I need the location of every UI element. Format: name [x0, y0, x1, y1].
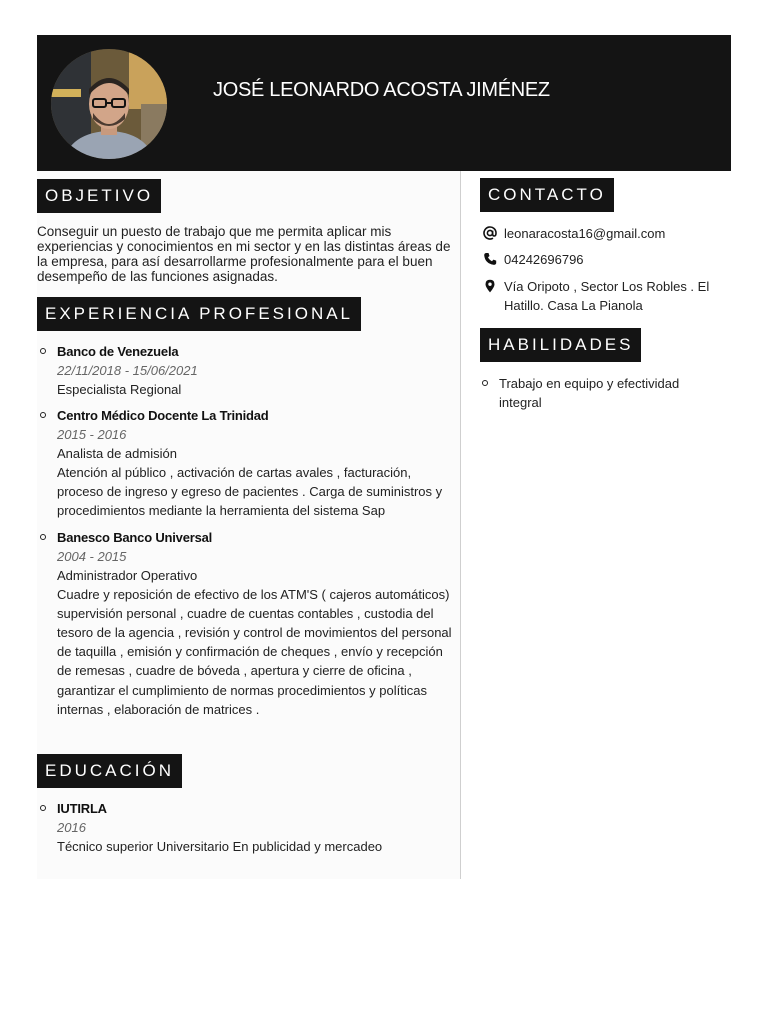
- education-item: [37, 799, 382, 856]
- bullet-icon: [40, 412, 46, 418]
- objective-text: Conseguir un puesto de trabajo que me permita aplicar mis experiencias y conocimientos en mi sector y en las distintas áreas de la empresa, para así desarrollarme profesionalmente para el buen desempeño de las funciones asignadas.: [37, 224, 451, 284]
- experience-description: Cuadre y reposición de efectivo de los ATM'S ( cajeros automáticos) supervisión personal , cuadre de cuentas contables , custodia del tesoro de la agencia , revisión y control de movimientos del personal de taquilla , emisión y confirmación de cheques , envío y recepción de remesas , cuadre de bóveda , apertura y cierre de oficina , garantizar el cumplimiento de normas procedimientos y políticas internas , elaboración de matrices .: [57, 586, 452, 717]
- experience-date: 2015 - 2016: [57, 427, 127, 442]
- contact-heading: CONTACTO: [480, 178, 614, 212]
- education-date: 2016: [57, 820, 86, 835]
- education-list: [37, 799, 382, 856]
- email-text: leonaracosta16@gmail.com: [504, 226, 666, 241]
- experience-org: Banco de Venezuela: [57, 344, 179, 359]
- candidate-name: JOSÉ LEONARDO ACOSTA JIMÉNEZ: [213, 79, 550, 101]
- bullet-icon: [40, 348, 46, 354]
- address-text: Vía Oripoto , Sector Los Robles . El Hatillo. Casa La Pianola: [504, 279, 710, 313]
- experience-heading: EXPERIENCIA PROFESIONAL: [37, 297, 361, 331]
- experience-role: Especialista Regional: [57, 382, 182, 397]
- objective-heading: OBJETIVO: [37, 179, 161, 213]
- skills-list: [479, 374, 709, 412]
- experience-description: Atención al público , activación de cartas avales , facturación, proceso de ingreso y egreso de pacientes . Carga de suministros y procedimientos mediante la herramienta del sistema Sap: [57, 465, 443, 519]
- phone-icon: [483, 252, 497, 266]
- education-heading: EDUCACIÓN: [37, 754, 182, 788]
- experience-role: Analista de admisión: [57, 446, 177, 461]
- education-institution: IUTIRLA: [57, 801, 107, 816]
- bullet-icon: [40, 805, 46, 811]
- skills-heading: HABILIDADES: [480, 328, 641, 362]
- location-pin-icon: [483, 279, 497, 293]
- experience-org: Banesco Banco Universal: [57, 529, 213, 545]
- education-degree: Técnico superior Universitario En publicidad y mercadeo: [57, 839, 383, 854]
- at-icon: [483, 226, 497, 240]
- experience-list: [37, 342, 452, 719]
- experience-item: [37, 406, 452, 521]
- bullet-icon: [40, 534, 46, 540]
- experience-date: 2004 - 2015: [57, 548, 127, 564]
- experience-item: [37, 528, 452, 719]
- experience-role: Administrador Operativo: [57, 567, 198, 583]
- experience-date: 22/11/2018 - 15/06/2021: [57, 363, 198, 378]
- bullet-icon: [482, 380, 488, 386]
- main-column: [37, 171, 461, 879]
- phone-text: 04242696796: [504, 252, 584, 267]
- skill-item: [479, 374, 709, 412]
- experience-org: Centro Médico Docente La Trinidad: [57, 408, 269, 423]
- resume-header: [37, 35, 731, 171]
- skill-text: Trabajo en equipo y efectividad integral: [499, 376, 680, 410]
- experience-item: [37, 342, 452, 399]
- profile-photo: [51, 49, 167, 159]
